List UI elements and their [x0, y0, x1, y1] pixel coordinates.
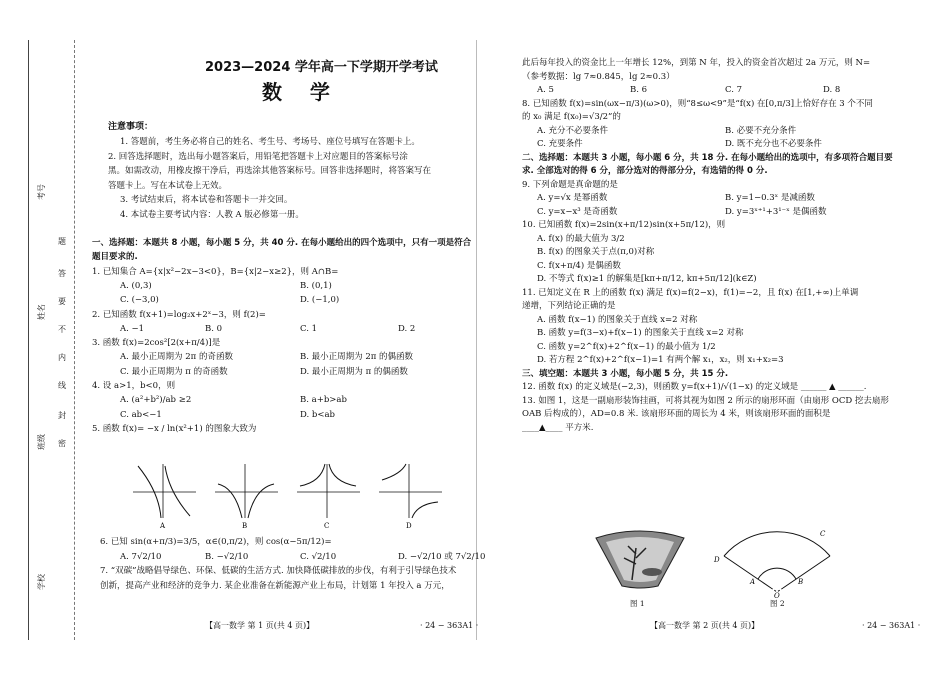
fig2-label-o: O [774, 592, 780, 598]
question-line: 递增，下列结论正确的是 [522, 301, 616, 311]
graph-curve [300, 464, 356, 486]
question-line: 的 x₀ 满足 f(x₀)=√3/2”的 [522, 112, 621, 122]
binding-line [28, 40, 29, 640]
question-line: D. 既不充分也不必要条件 [725, 139, 822, 149]
question-line: A. y=√x 是幂函数 [537, 193, 608, 203]
notice-item: 3. 考试结束后，将本试卷和答题卡一并交回。 [120, 195, 293, 205]
question-line: 4. 设 a>1，b<0，则 [92, 381, 176, 391]
notice-item: 4. 本试卷主要考试内容：人教 A 版必修第一册。 [120, 209, 304, 220]
question-line: 题目要求的. [92, 252, 138, 263]
fig2-label-d: D [714, 556, 720, 564]
question-line: 9. 下列命题是真命题的是 [522, 179, 618, 190]
notice-item: 答题卡上。写在本试卷上无效。 [108, 180, 228, 191]
seal-char: 封 [58, 411, 66, 420]
fig2-label-c: C [820, 530, 826, 538]
notice-item: 黑。如需改动，用橡皮擦干净后，再选涂其他答案标号。回答非选择题时，将答案写在 [108, 166, 432, 176]
banji-label: 班级 [37, 434, 46, 450]
question-line: B. a+b>ab [300, 395, 347, 406]
question-line: 6. 已知 sin(α+π/3)=3/5，α∈(0,π/2)，则 cos(α−5π/12)= [100, 537, 332, 547]
xingming-label: 姓名 [37, 304, 46, 320]
question-line: A. 5 [537, 85, 554, 95]
figure2-caption: 图 2 [770, 599, 785, 608]
figure1-fan-painting [592, 528, 688, 590]
question-line: C. y=x−x³ 是奇函数 [537, 206, 618, 217]
question-line: 二、选择题：本题共 3 小题，每小题 6 分，共 18 分. 在每小题给出的选项中，有多项符合题目要 [522, 152, 893, 163]
figure1-caption: 图 1 [630, 599, 645, 608]
exam-title: 2023—2024 学年高一下学期开学考试 [205, 60, 438, 75]
question-line: B. 最小正周期为 2π 的偶函数 [300, 352, 414, 363]
footer-left-code: · 24 − 363A1 · [420, 621, 479, 630]
seal-char: 密 [58, 439, 66, 448]
graph-curve [218, 484, 274, 518]
question-line: A. 最小正周期为 2π 的奇函数 [120, 352, 233, 363]
graph-curve [382, 464, 438, 518]
question-line: 3. 函数 f(x)=2cos²[2(x+π/4)]是 [92, 338, 221, 349]
question-line: A. −1 [120, 323, 145, 334]
question-line: D. 若方程 2^f(x)+2^f(x−1)=1 有两个解 x₁，x₂，则 x₁+x₂=3 [537, 355, 784, 365]
question-line: C. ab<−1 [120, 409, 162, 420]
seal-char: 内 [58, 353, 66, 362]
footer-left-page: 【高一数学 第 1 页(共 4 页)】 [205, 621, 315, 630]
seal-char: 要 [58, 297, 66, 306]
question-line: C. 1 [300, 323, 318, 334]
notice-heading: 注意事项： [108, 122, 154, 132]
question-line: 此后每年投入的资金比上一年增长 12%，到第 N 年，投入的资金首次超过 2a 万元，则 N= [522, 58, 871, 68]
question-line: C. 最小正周期为 π 的奇函数 [120, 366, 228, 377]
question-line: A. f(x) 的最大值为 3/2 [537, 233, 625, 244]
question-line: B. 函数 y=f(3−x)+f(x−1) 的图象关于直线 x=2 对称 [537, 328, 744, 338]
question-line: C. 充要条件 [537, 139, 583, 149]
question-line: D. 8 [823, 85, 841, 95]
question-line: B. 0 [205, 323, 223, 334]
question-line: D. (−1,0) [300, 295, 340, 306]
question-line: B. y=1−0.3ˣ 是减函数 [725, 193, 815, 203]
question-line: A. (a²+b²)/ab ≥2 [120, 395, 192, 406]
question-line: B. f(x) 的图象关于点(π,0)对称 [537, 247, 655, 257]
question-line: C. 7 [725, 85, 743, 95]
fig2-label-a: A [750, 578, 756, 586]
question-line: OAB 后构成的），AD=0.8 米. 该扇形环面的周长为 4 米，则该扇形环面的面积是 [522, 409, 831, 419]
question-line: 8. 已知函数 f(x)=sin(ωx−π/3)(ω>0)，则“8≤ω<9”是“f(x) 在[0,π/3]上恰好存在 3 个不同 [522, 98, 873, 109]
question-line: 2. 已知函数 f(x+1)=log₂x+2ˣ−3，则 f(2)= [92, 309, 266, 320]
question-line: 求. 全部选对的得 6 分，部分选对的得部分分，有选错的得 0 分. [522, 166, 768, 176]
figure2-sector-ring [712, 508, 842, 598]
xuexiao-label: 学校 [37, 574, 46, 590]
page-divider [476, 40, 477, 640]
question-line: B. −√2/10 [205, 551, 249, 562]
question-line: 三、填空题：本题共 3 小题，每小题 5 分，共 15 分. [522, 368, 729, 379]
subject-title: 数 学 [262, 80, 330, 104]
question-line: ____▲____ 平方米. [522, 422, 594, 433]
seal-char: 不 [58, 325, 66, 334]
q5-graphs [128, 462, 458, 530]
graph-option-label: A [160, 522, 166, 530]
question-line: C. f(x+π/4) 是偶函数 [537, 260, 621, 271]
question-line: B. 必要不充分条件 [725, 125, 797, 136]
question-line: A. (0,3) [120, 280, 152, 291]
question-line: D. y=3ˣ⁺¹+3¹⁻ˣ 是偶函数 [725, 206, 827, 217]
seal-dashed-line [74, 40, 75, 640]
seal-char: 题 [58, 237, 66, 246]
seal-char: 答 [58, 269, 66, 278]
question-line: （参考数据：lg 7≈0.845，lg 2≈0.3） [522, 71, 675, 82]
question-line: B. (0,1) [300, 280, 332, 291]
question-line: C. √2/10 [300, 551, 337, 562]
graph-option-label: C [324, 522, 330, 530]
footer-right-code: · 24 − 363A1 · [862, 621, 921, 630]
question-line: D. 2 [398, 323, 416, 334]
question-line: 11. 已知定义在 R 上的函数 f(x) 满足 f(x)=f(2−x)，f(1)=−2，且 f(x) 在[1,+∞)上单调 [522, 287, 859, 298]
question-line: C. 函数 y=2^f(x)+2^f(x−1) 的最小值为 1/2 [537, 341, 716, 352]
question-line: 1. 已知集合 A={x|x²−2x−3<0}，B={x|2−x≥2}，则 A∩B= [92, 266, 339, 277]
fig2-label-b: B [798, 578, 804, 586]
question-line: A. 函数 f(x−1) 的图象关于直线 x=2 对称 [537, 314, 698, 325]
question-line: 13. 如图 1，这是一副扇形装饰挂画，可将其视为如图 2 所示的扇形环面（由扇形 OCD 挖去扇形 [522, 395, 889, 406]
question-line: D. 不等式 f(x)≥1 的解集是[kπ+π/12, kπ+5π/12](k∈Z) [537, 274, 757, 284]
graph-option-label: B [242, 522, 248, 530]
question-line: D. 最小正周期为 π 的偶函数 [300, 366, 408, 377]
question-line: A. 7√2/10 [120, 551, 162, 562]
question-line: 7. “双碳”战略倡导绿色、环保、低碳的生活方式. 加快降低碳排放的步伐，有利于引导绿色技术 [100, 566, 457, 577]
graph-option-label: D [406, 522, 412, 530]
question-line: D. −√2/10 或 7√2/10 [398, 551, 486, 562]
seal-char: 线 [58, 381, 66, 390]
question-line: A. 充分不必要条件 [537, 125, 609, 136]
question-line: 10. 已知函数 f(x)=2sin(x+π/12)sin(x+5π/12)，则 [522, 220, 726, 230]
question-line: 创新，提高产业和经济的竞争力. 某企业准备在新能源产业上布局，计划第 1 年投入 a 万元， [100, 580, 450, 591]
question-line: B. 6 [630, 85, 648, 95]
kaohao-label: 考号 [37, 184, 46, 200]
question-line: 5. 函数 f(x)= −x / ln(x²+1) 的图象大致为 [92, 423, 257, 434]
footer-right-page: 【高一数学 第 2 页(共 4 页)】 [650, 621, 760, 630]
notice-item: 2. 回答选择题时，选出每小题答案后，用铅笔把答题卡上对应题目的答案标号涂 [108, 151, 408, 162]
question-line: 一、选择题：本题共 8 小题，每小题 5 分，共 40 分. 在每小题给出的四个选项中，只有一项是符合 [92, 238, 472, 248]
question-line: 12. 函数 f(x) 的定义域是(−2,3)，则函数 y=f(x+1)/√(1−x) 的定义域是 ______ ▲ ______. [522, 382, 867, 392]
question-line: D. b<ab [300, 409, 335, 420]
question-line: C. (−3,0) [120, 295, 159, 306]
notice-item: 1. 答题前，考生务必将自己的姓名、考生号、考场号、座位号填写在答题卡上。 [120, 137, 420, 147]
